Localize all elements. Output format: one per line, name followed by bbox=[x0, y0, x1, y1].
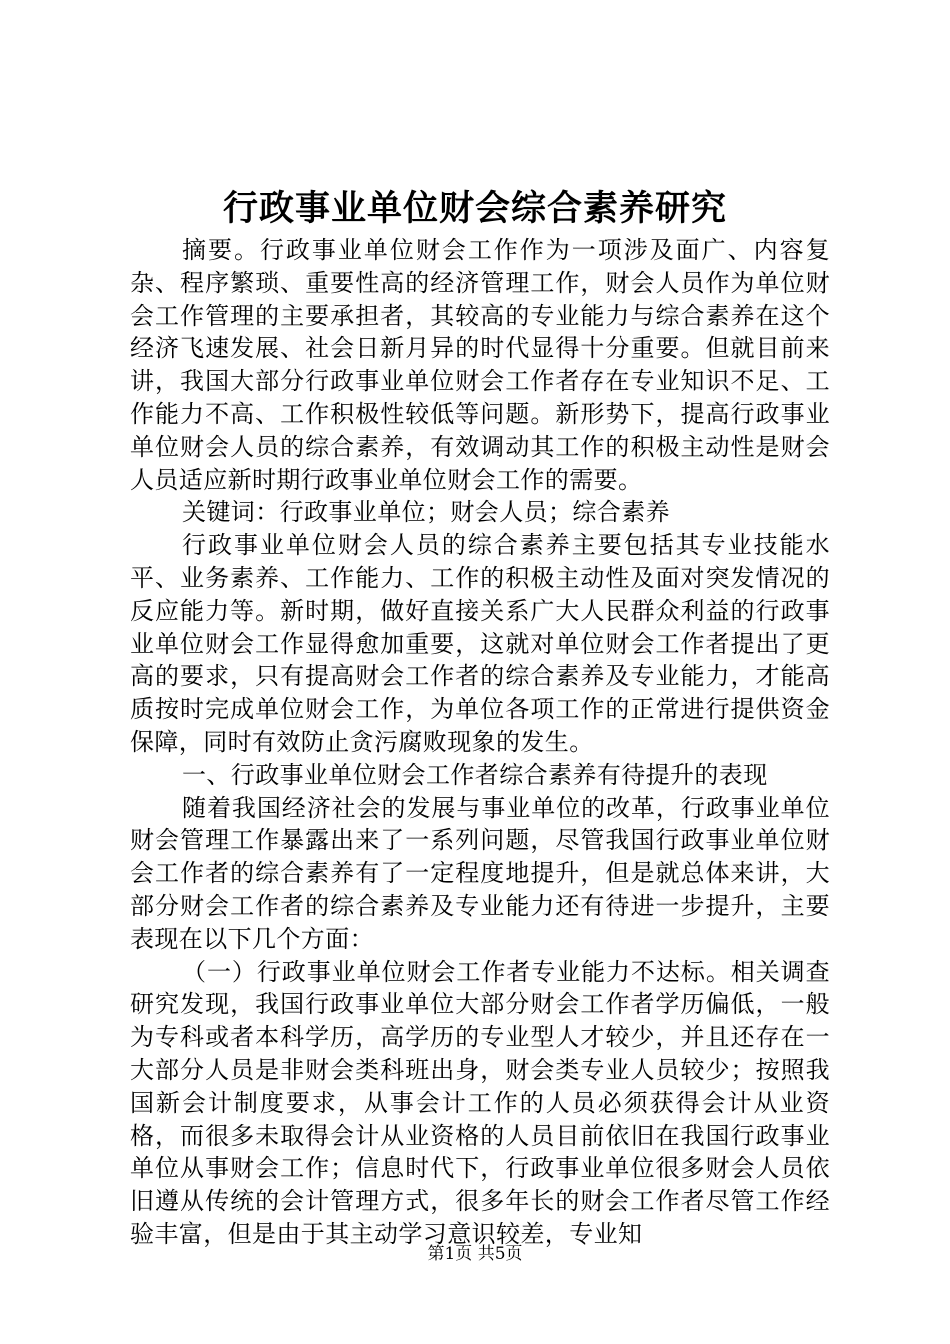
abstract-paragraph: 摘要。行政事业单位财会工作作为一项涉及面广、内容复杂、程序繁琐、重要性高的经济管理工作，财会人员作为单位财会工作管理的主要承担者，其较高的专业能力与综合素养在这个经济飞速发展、社会日新月异的时代显得十分重要。但就目前来讲，我国大部分行政事业单位财会工作者存在专业知识不足、工作能力不高、工作积极性较低等问题。新形势下，提高行政事业单位财会人员的综合素养，有效调动其工作的积极主动性是财会人员适应新时期行政事业单位财会工作的需要。 bbox=[130, 236, 830, 494]
section-paragraph: 随着我国经济社会的发展与事业单位的改革，行政事业单位财会管理工作暴露出来了一系列问题，尽管我国行政事业单位财会工作者的综合素养有了一定程度地提升，但是就总体来讲，大部分财会工作者的综合素养及专业能力还有待进一步提升，主要表现在以下几个方面： bbox=[130, 793, 830, 953]
document-body bbox=[130, 234, 830, 1251]
subsection-paragraph: （一）行政事业单位财会工作者专业能力不达标。相关调查研究发现，我国行政事业单位大部分财会工作者学历偏低，一般为专科或者本科学历，高学历的专业型人才较少，并且还存在一大部分人员是非财会类科班出身，财会类专业人员较少；按照我国新会计制度要求，从事会计工作的人员必须获得会计从业资格，而很多未取得会计从业资格的人员目前依旧在我国行政事业单位从事财会工作；信息时代下，行政事业单位很多财会人员依旧遵从传统的会计管理方式，很多年长的财会工作者尽管工作经验丰富，但是由于其主动学习意识较差，专业知 bbox=[130, 957, 830, 1248]
keywords-paragraph: 关键词：行政事业单位；财会人员；综合素养 bbox=[182, 498, 670, 527]
document-title: 行政事业单位财会综合素养研究 bbox=[222, 188, 727, 229]
section-heading: 一、行政事业单位财会工作者综合素养有待提升的表现 bbox=[182, 760, 768, 789]
page-number-footer: 第1页 共5页 bbox=[427, 1244, 523, 1264]
intro-paragraph: 行政事业单位财会人员的综合素养主要包括其专业技能水平、业务素养、工作能力、工作的积极主动性及面对突发情况的反应能力等。新时期，做好直接关系广大人民群众利益的行政事业单位财会工作显得愈加重要，这就对单位财会工作者提出了更高的要求，只有提高财会工作者的综合素养及专业能力，才能高质按时完成单位财会工作，为单位各项工作的正常进行提供资金保障，同时有效防止贪污腐败现象的发生。 bbox=[130, 531, 830, 756]
